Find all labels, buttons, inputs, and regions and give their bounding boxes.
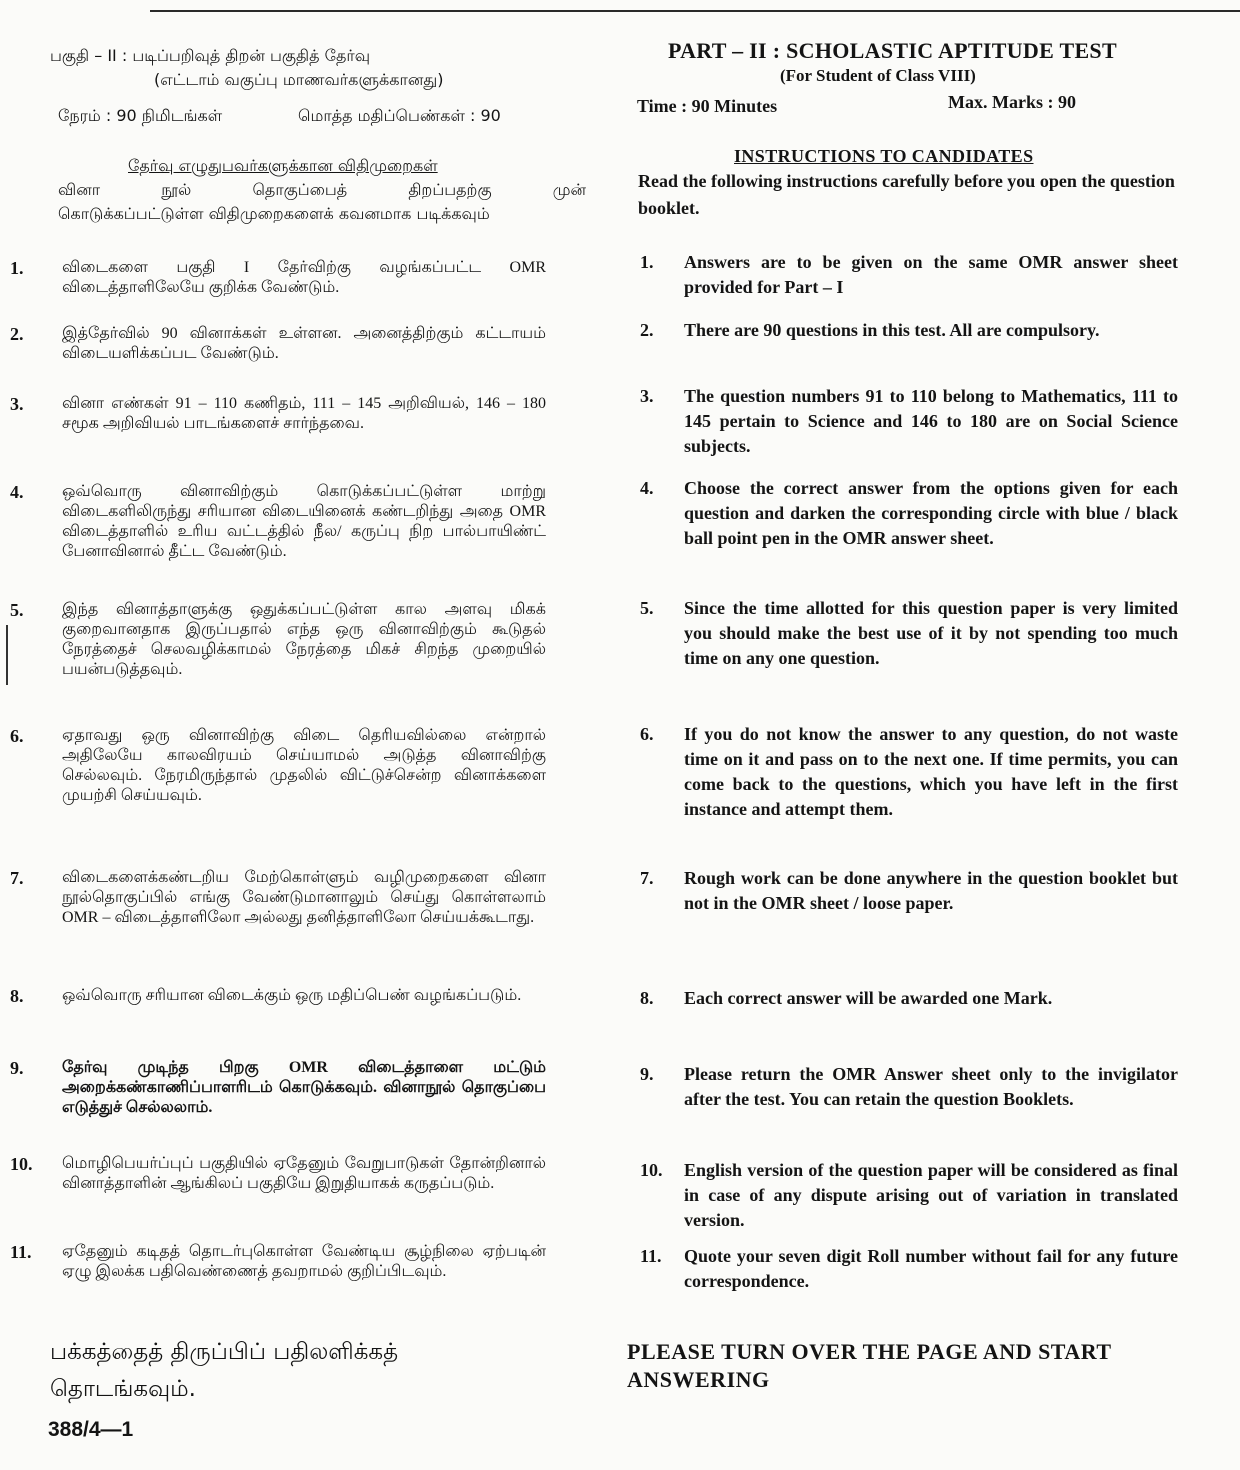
item-text: English version of the question paper will be considered as final in case of any dispute arising out of variation in translated version. — [684, 1160, 1178, 1230]
tamil-time: நேரம் : 90 நிமிடங்கள் — [58, 106, 223, 125]
tamil-marks: மொத்த மதிப்பெண்கள் : 90 — [298, 106, 501, 125]
item-text: Since the time allotted for this question paper is very limited you should make the best use of it by not spending too much time on any one question. — [684, 598, 1178, 668]
item-text: தேர்வு முடிந்த பிறகு OMR விடைத்தாளை மட்டும் அறைக்கண்காணிப்பாளரிடம் கொடுக்கவும். வினாநூல் தொகுப்பை எடுத்துச் செல்லலாம். — [62, 1059, 546, 1116]
item-number: 9. — [10, 1058, 24, 1078]
item-text: மொழிபெயர்ப்புப் பகுதியில் ஏதேனும் வேறுபாடுகள் தோன்றினால் வினாத்தாளின் ஆங்கிலப் பகுதியே இறுதியாகக் கருதப்படும். — [62, 1155, 546, 1192]
item-text: இத்தேர்வில் 90 வினாக்கள் உள்ளன. அனைத்திற்கும் கட்டாயம் விடையளிக்கப்பட வேண்டும். — [62, 325, 546, 362]
tamil-intro-line1: வினா நூல் தொகுப்பைத் திறப்பதற்கு முன் — [58, 180, 586, 199]
item-text: Each correct answer will be awarded one Mark. — [684, 988, 1053, 1008]
item-number: 2. — [10, 324, 24, 344]
item-text: விடைகளை பகுதி I தேர்விற்கு வழங்கப்பட்ட OMR விடைத்தாளிலேயே குறிக்க வேண்டும். — [62, 259, 546, 296]
item-number: 2. — [640, 320, 654, 340]
item-number: 9. — [640, 1064, 654, 1084]
item-text: Quote your seven digit Roll number without fail for any future correspondence. — [684, 1246, 1178, 1291]
top-rule — [150, 10, 1240, 12]
item-text: Rough work can be done anywhere in the question booklet but not in the OMR sheet / loose paper. — [684, 868, 1178, 913]
item-number: 3. — [10, 394, 24, 414]
item-number: 4. — [10, 482, 24, 502]
english-intro: Read the following instructions carefully before you open the question booklet. — [638, 171, 1175, 218]
english-title: PART – II : SCHOLASTIC APTITUDE TEST — [668, 38, 1117, 63]
item-number: 6. — [10, 726, 24, 746]
margin-mark — [6, 625, 8, 685]
item-number: 7. — [640, 868, 654, 888]
tamil-header-line2: (எட்டாம் வகுப்பு மாணவர்களுக்கானது) — [154, 70, 444, 89]
item-number: 10. — [640, 1160, 663, 1180]
item-text: ஒவ்வொரு வினாவிற்கும் கொடுக்கப்பட்டுள்ள மாற்று விடைகளிலிருந்து சரியான விடையினைக் கண்டறிந்து அதை OMR விடைத்தாளில் உரிய வட்டத்தில் நீல/ கருப்பு நிற பால்பாயிண்ட் பேனாவினால் தீட்ட வேண்டும். — [62, 483, 546, 560]
tamil-instructions-title: தேர்வு எழுதுபவர்களுக்கான விதிமுறைகள் — [128, 156, 438, 175]
item-number: 8. — [640, 988, 654, 1008]
tamil-header-line1: பகுதி – II : படிப்பறிவுத் திறன் பகுதித் தேர்வு — [50, 46, 371, 65]
item-text: வினா எண்கள் 91 – 110 கணிதம், 111 – 145 அறிவியல், 146 – 180 சமூக அறிவியல் பாடங்களைச் சார்ந்தவை. — [62, 395, 546, 432]
english-subtitle: (For Student of Class VIII) — [780, 66, 976, 85]
item-text: Answers are to be given on the same OMR answer sheet provided for Part – I — [684, 252, 1178, 297]
item-number: 1. — [10, 258, 24, 278]
item-text: The question numbers 91 to 110 belong to Mathematics, 111 to 145 pertain to Science and 146 to 180 are on Social Science subjects. — [684, 386, 1178, 456]
item-number: 11. — [640, 1246, 662, 1266]
item-number: 11. — [10, 1242, 32, 1262]
item-text: Please return the OMR Answer sheet only to the invigilator after the test. You can retain the question Booklets. — [684, 1064, 1178, 1109]
english-time: Time : 90 Minutes — [637, 96, 778, 116]
item-number: 4. — [640, 478, 654, 498]
item-text: ஏதேனும் கடிதத் தொடர்புகொள்ள வேண்டிய சூழ்நிலை ஏற்படின் ஏழு இலக்க பதிவெண்ணைத் தவறாமல் குறிப்பிடவும். — [62, 1243, 546, 1280]
item-number: 1. — [640, 252, 654, 272]
item-text: If you do not know the answer to any question, do not waste time on it and pass on to the next one. If time permits, you can come back to the questions, which you have left in the first instance and attempt them. — [684, 724, 1178, 819]
item-text: ஏதாவது ஒரு வினாவிற்கு விடை தெரியவில்லை என்றால் அதிலேயே காலவிரயம் செய்யாமல் அடுத்த வினாவிற்கு செல்லவும். நேரமிருந்தால் முதலில் விட்டுச்சென்ற வினாக்களை முயற்சி செய்யவும். — [62, 727, 546, 804]
english-closing: PLEASE TURN OVER THE PAGE AND START ANSWERING — [627, 1339, 1112, 1392]
item-number: 5. — [640, 598, 654, 618]
item-number: 3. — [640, 386, 654, 406]
item-text: இந்த வினாத்தாளுக்கு ஒதுக்கப்பட்டுள்ள கால அளவு மிகக் குறைவானதாக இருப்பதால் எந்த ஒரு வினாவிற்கும் கூடுதல் நேரத்தைச் செலவழிக்காமல் நேரத்தை மிகச் சிறந்த முறையில் பயன்படுத்தவும். — [62, 601, 546, 678]
item-number: 8. — [10, 986, 24, 1006]
english-marks: Max. Marks : 90 — [948, 92, 1076, 112]
item-number: 10. — [10, 1154, 33, 1174]
item-number: 5. — [10, 600, 24, 620]
tamil-closing: பக்கத்தைத் திருப்பிப் பதிலளிக்கத் தொடங்கவும். — [50, 1339, 399, 1402]
item-number: 7. — [10, 868, 24, 888]
item-text: ஒவ்வொரு சரியான விடைக்கும் ஒரு மதிப்பெண் வழங்கப்படும். — [62, 987, 522, 1004]
tamil-intro-line2: கொடுக்கப்பட்டுள்ள விதிமுறைகளைக் கவனமாக படிக்கவும் — [58, 204, 490, 223]
english-instructions-title: INSTRUCTIONS TO CANDIDATES — [734, 146, 1034, 166]
item-number: 6. — [640, 724, 654, 744]
footer-code: 388/4—1 — [48, 1418, 134, 1441]
item-text: விடைகளைக்கண்டறிய மேற்கொள்ளும் வழிமுறைகளை வினா நூல்தொகுப்பில் எங்கு வேண்டுமானாலும் செய்து கொள்ளலாம் OMR – விடைத்தாளிலோ அல்லது தனித்தாளிலோ செய்யக்கூடாது. — [62, 869, 546, 926]
item-text: Choose the correct answer from the options given for each question and darken the corresponding circle with blue / black ball point pen in the OMR answer sheet. — [684, 478, 1178, 548]
item-text: There are 90 questions in this test. All are compulsory. — [684, 320, 1100, 340]
